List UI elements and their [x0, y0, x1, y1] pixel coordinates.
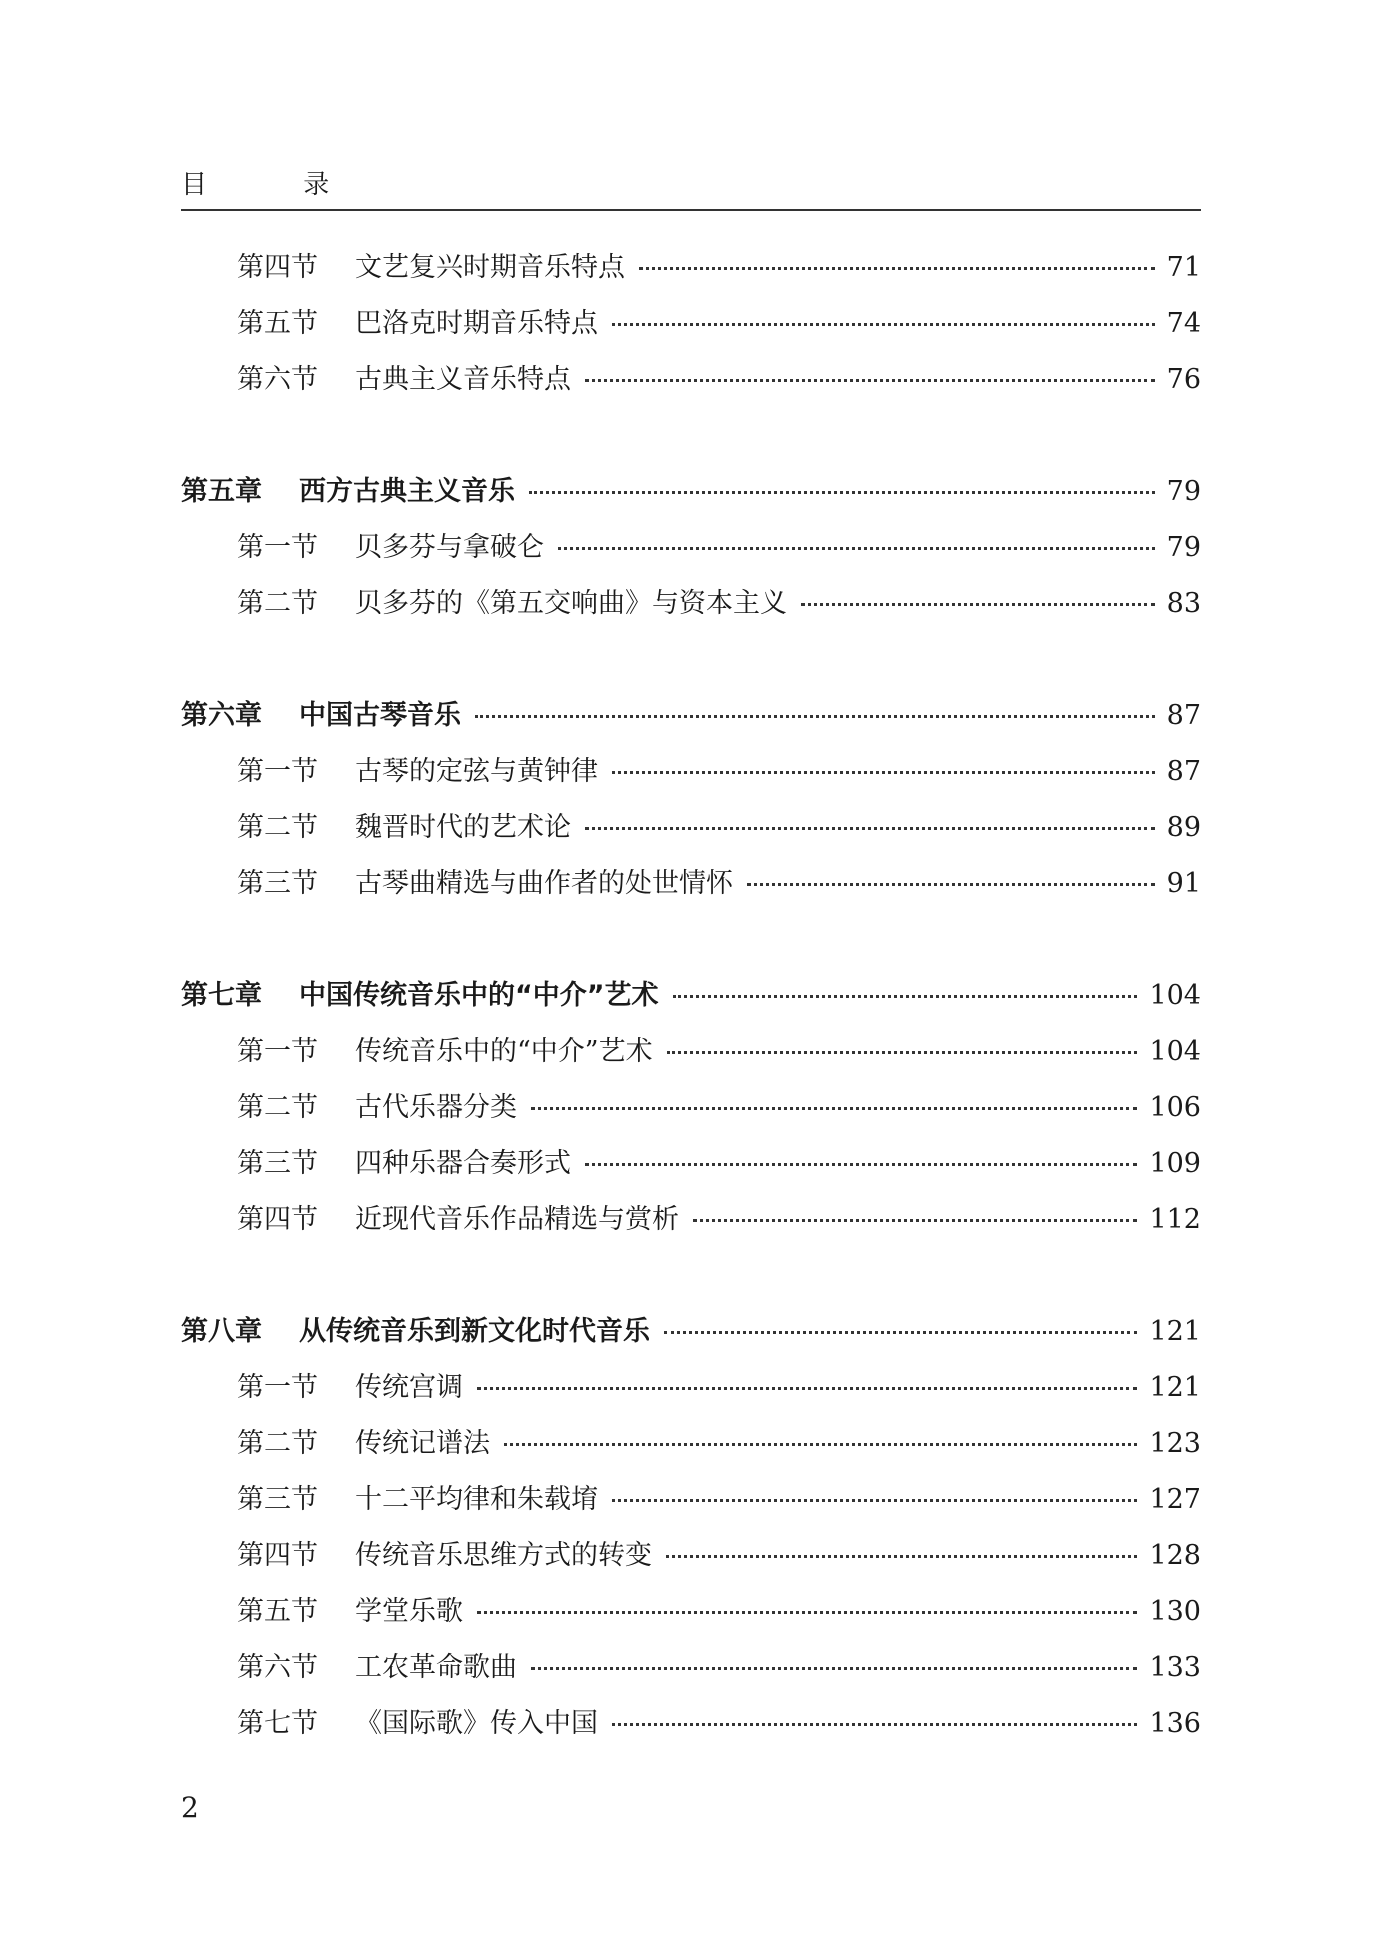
- toc-entry-page: 79: [1166, 532, 1201, 563]
- dot-leader: [531, 1667, 1137, 1670]
- toc-section-entry[interactable]: [181, 1141, 1201, 1197]
- toc-section-entry[interactable]: [181, 749, 1201, 805]
- toc-entry-title: 巴洛克时期音乐特点: [355, 308, 598, 339]
- toc-entry-title: 传统音乐思维方式的转变: [355, 1540, 652, 1571]
- toc-entry-title: 传统宫调: [355, 1372, 463, 1403]
- dot-leader: [477, 1387, 1137, 1390]
- toc-chapter-entry[interactable]: [181, 693, 1201, 749]
- toc-entry-number: 第七节: [237, 1708, 318, 1739]
- toc-entry-number: 第六节: [237, 364, 318, 395]
- toc-entry-page: 121: [1149, 1316, 1201, 1347]
- toc-entry-page: 128: [1149, 1540, 1201, 1571]
- dot-leader: [585, 1163, 1137, 1166]
- toc-entry-number: 第五节: [237, 1596, 318, 1627]
- toc-section-entry[interactable]: [181, 245, 1201, 301]
- toc-chapter-entry[interactable]: [181, 469, 1201, 525]
- toc-entry-number: 第七章: [181, 980, 262, 1011]
- toc-entry-page: 87: [1166, 756, 1201, 787]
- toc-entry-page: 74: [1166, 308, 1201, 339]
- toc-entry-page: 71: [1166, 252, 1201, 283]
- toc-entry-number: 第一节: [237, 756, 318, 787]
- toc-entry-title: 中国传统音乐中的“中介”艺术: [299, 980, 659, 1011]
- toc-chapter-entry[interactable]: [181, 1309, 1201, 1365]
- toc-entry-number: 第二节: [237, 588, 318, 619]
- dot-leader: [747, 883, 1155, 886]
- toc-entry-title: 古琴曲精选与曲作者的处世情怀: [355, 868, 733, 899]
- toc-entry-number: 第三节: [237, 1484, 318, 1515]
- toc-entry-page: 106: [1149, 1092, 1201, 1123]
- toc-entry-page: 109: [1149, 1148, 1201, 1179]
- toc-entry-title: 文艺复兴时期音乐特点: [355, 252, 625, 283]
- toc-entry-title: 贝多芬与拿破仑: [355, 532, 544, 563]
- toc-entry-page: 83: [1166, 588, 1201, 619]
- toc-entry-page: 130: [1149, 1596, 1201, 1627]
- toc-chapter-entry[interactable]: [181, 973, 1201, 1029]
- dot-leader: [667, 1051, 1138, 1054]
- toc-entry-page: 136: [1149, 1708, 1201, 1739]
- dot-leader: [664, 1331, 1137, 1334]
- dot-leader: [558, 547, 1155, 550]
- dot-leader: [612, 1499, 1137, 1502]
- toc-entry-number: 第六章: [181, 700, 262, 731]
- toc-section-entry[interactable]: [181, 861, 1201, 917]
- header-rule: [181, 209, 1201, 211]
- toc-entry-number: 第一节: [237, 1372, 318, 1403]
- running-head: 目 录: [181, 170, 374, 200]
- toc-entry-page: 123: [1149, 1428, 1201, 1459]
- toc-entry-title: 古代乐器分类: [355, 1092, 517, 1123]
- toc-section-entry[interactable]: [181, 581, 1201, 637]
- toc-section-entry[interactable]: [181, 1085, 1201, 1141]
- toc-entry-title: 近现代音乐作品精选与赏析: [355, 1204, 679, 1235]
- toc-entry-page: 76: [1166, 364, 1201, 395]
- page-number: 2: [181, 1791, 199, 1824]
- toc-entry-page: 121: [1149, 1372, 1201, 1403]
- toc-entry-number: 第五节: [237, 308, 318, 339]
- toc-section-entry[interactable]: [181, 1589, 1201, 1645]
- dot-leader: [612, 323, 1155, 326]
- toc-entry-number: 第一节: [237, 1036, 318, 1067]
- toc-entry-number: 第四节: [237, 252, 318, 283]
- toc-entry-number: 第六节: [237, 1652, 318, 1683]
- toc-section-entry[interactable]: [181, 1477, 1201, 1533]
- toc-entry-title: 中国古琴音乐: [299, 700, 461, 731]
- toc-entry-page: 127: [1149, 1484, 1201, 1515]
- toc-entry-number: 第三节: [237, 1148, 318, 1179]
- toc-section-entry[interactable]: [181, 1421, 1201, 1477]
- toc-entry-page: 104: [1149, 1036, 1201, 1067]
- toc-entry-title: 贝多芬的《第五交响曲》与资本主义: [355, 588, 787, 619]
- toc-entry-page: 91: [1166, 868, 1201, 899]
- dot-leader: [612, 1723, 1137, 1726]
- toc-entry-page: 104: [1149, 980, 1201, 1011]
- toc-section-entry[interactable]: [181, 357, 1201, 413]
- dot-leader: [666, 1555, 1137, 1558]
- toc-entry-title: 传统音乐中的“中介”艺术: [355, 1036, 653, 1067]
- toc-entry-title: 传统记谱法: [355, 1428, 490, 1459]
- table-of-contents: [181, 245, 1201, 1757]
- toc-entry-page: 89: [1166, 812, 1201, 843]
- toc-entry-page: 79: [1166, 476, 1201, 507]
- toc-entry-title: 学堂乐歌: [355, 1596, 463, 1627]
- dot-leader: [612, 771, 1155, 774]
- toc-entry-title: 西方古典主义音乐: [299, 476, 515, 507]
- toc-entry-title: 《国际歌》传入中国: [355, 1708, 598, 1739]
- toc-entry-number: 第五章: [181, 476, 262, 507]
- dot-leader: [531, 1107, 1137, 1110]
- toc-entry-title: 四种乐器合奏形式: [355, 1148, 571, 1179]
- toc-section-entry[interactable]: [181, 1533, 1201, 1589]
- dot-leader: [529, 491, 1155, 494]
- toc-entry-number: 第四节: [237, 1204, 318, 1235]
- toc-entry-title: 十二平均律和朱载堉: [355, 1484, 598, 1515]
- toc-entry-number: 第八章: [181, 1316, 262, 1347]
- toc-entry-title: 魏晋时代的艺术论: [355, 812, 571, 843]
- toc-section-entry[interactable]: [181, 1701, 1201, 1757]
- toc-entry-number: 第四节: [237, 1540, 318, 1571]
- dot-leader: [673, 995, 1138, 998]
- toc-entry-title: 从传统音乐到新文化时代音乐: [299, 1316, 650, 1347]
- dot-leader: [585, 827, 1155, 830]
- toc-entry-title: 工农革命歌曲: [355, 1652, 517, 1683]
- dot-leader: [693, 1219, 1137, 1222]
- toc-section-entry[interactable]: [181, 1365, 1201, 1421]
- dot-leader: [475, 715, 1155, 718]
- toc-section-entry[interactable]: [181, 525, 1201, 581]
- dot-leader: [504, 1443, 1137, 1446]
- toc-entry-number: 第二节: [237, 1092, 318, 1123]
- toc-entry-page: 87: [1166, 700, 1201, 731]
- dot-leader: [639, 267, 1155, 270]
- toc-section-entry[interactable]: [181, 1645, 1201, 1701]
- toc-entry-number: 第一节: [237, 532, 318, 563]
- toc-entry-page: 112: [1149, 1204, 1201, 1235]
- dot-leader: [801, 603, 1155, 606]
- toc-section-entry[interactable]: [181, 1029, 1201, 1085]
- dot-leader: [585, 379, 1155, 382]
- toc-entry-page: 133: [1149, 1652, 1201, 1683]
- toc-section-entry[interactable]: [181, 301, 1201, 357]
- dot-leader: [477, 1611, 1137, 1614]
- toc-entry-number: 第三节: [237, 868, 318, 899]
- toc-section-entry[interactable]: [181, 1197, 1201, 1253]
- toc-entry-number: 第二节: [237, 1428, 318, 1459]
- toc-section-entry[interactable]: [181, 805, 1201, 861]
- toc-entry-title: 古琴的定弦与黄钟律: [355, 756, 598, 787]
- toc-entry-number: 第二节: [237, 812, 318, 843]
- toc-entry-title: 古典主义音乐特点: [355, 364, 571, 395]
